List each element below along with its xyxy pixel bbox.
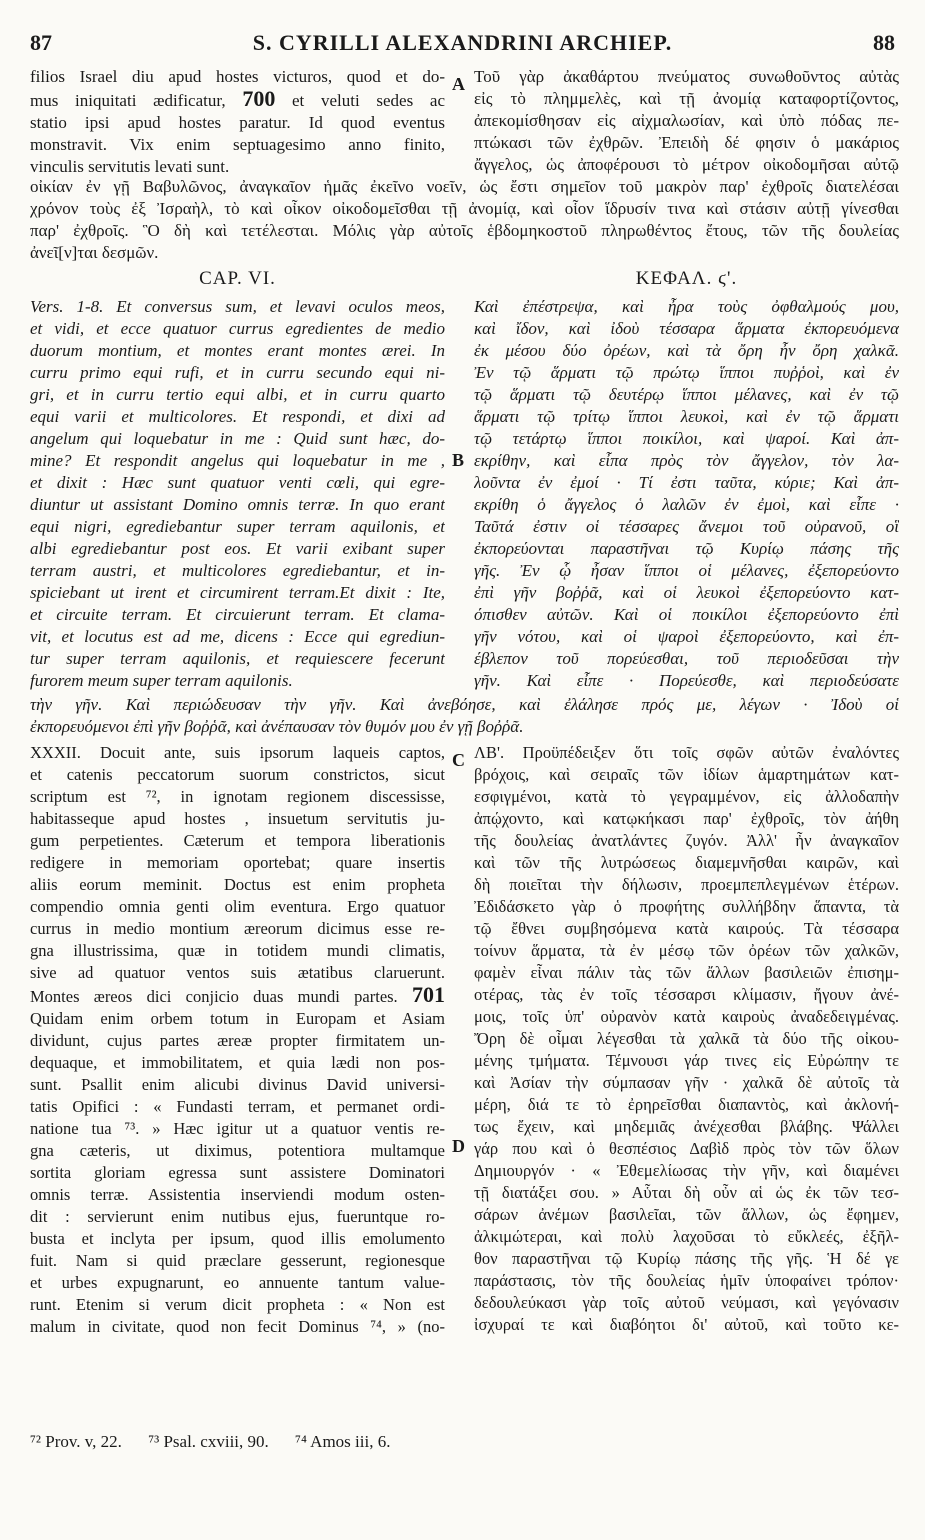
text-line: dit : servierunt enim nutibus ejus, fueruntque ro-	[30, 1207, 445, 1226]
text-line: καὶ Ἀσίαν τὴν σύμπασαν γῆν · χαλκᾶ δὲ αὐτοῖς τὰ	[474, 1073, 899, 1092]
text-line: equi varii et multicolores. Et respondi, et dixi ad	[30, 407, 445, 426]
text-line: mine? Et respondit angelus qui loquebatur in me ,	[30, 451, 445, 470]
text-line: τῆς δουλείας ἀνατλάντες ζυγόν. Ἀλλ' ἦν ἀναγκαῖον	[474, 831, 899, 850]
text-line: sortita gloriam egressa sunt assistere Dominatori	[30, 1163, 445, 1182]
latin-column-chapter	[30, 296, 445, 692]
text-line: malum in civitate, quod non fecit Dominus ⁷⁴, » (no-	[30, 1317, 445, 1336]
text-line: et urbes expugnarunt, eo annuente tantum value-	[30, 1273, 445, 1292]
text-line: Ταῦτά ἐστιν οἱ τέσσαρες ἄνεμοι τοῦ οὐρανοῦ, οἳ	[474, 517, 899, 536]
margin-marker-b: B	[452, 450, 465, 470]
greek-column-top	[474, 66, 899, 176]
column-number: 701	[412, 984, 445, 1007]
text-line: runt. Etenim si verum dicit propheta : « Non est	[30, 1295, 445, 1314]
text-line: φαμὲν εἶναι πάλιν τὰς τῶν ἄλλων βασιλειῶν ἐπισημ-	[474, 963, 899, 982]
text-line: Ἐν τῷ ἅρματι τῷ πρώτῳ ἵπποι πυῤῥοὶ, καὶ ἐν	[474, 363, 899, 382]
text-line: ἀπῴχοντο, καὶ κατῳκήκασι παρ' ἐχθροῖς, τὸν ἀήθη	[474, 809, 899, 828]
text-line: παράστασις, τὸν τῆς δουλείας ἡμῖν ὑποφαίνει τρόπον·	[474, 1271, 899, 1290]
footnote: ⁷² Prov. v, 22.	[30, 1432, 122, 1451]
text-line: παρ' ἐχθροῖς. Ὃ δὴ καὶ τετέλεσται. Μόλις γὰρ αὐτοῖς ἑβδομηκοστοῦ πληρωθέντος ἔτους, τῶν τῆς δουλείας	[30, 221, 899, 240]
text-line: ἐκ μέσου δύο ὀρέων, καὶ τὰ ὄρη ἦν ὄρη χαλκᾶ.	[474, 341, 899, 360]
chapter-heading-latin: CAP. VI.	[199, 268, 276, 289]
running-title: S. CYRILLI ALEXANDRINI ARCHIEP.	[252, 30, 673, 55]
text-line: filios Israel diu apud hostes victuros, quod et do-	[30, 67, 445, 86]
text-line: Καὶ ἐπέστρεψα, καὶ ἦρα τοὺς ὀφθαλμούς μου,	[474, 297, 899, 316]
text-line: redigere in memoriam oportebat; quare insertis	[30, 853, 445, 872]
text-line: statio ipsi apud hostes paratur. Id quod eventus	[30, 113, 445, 132]
text-line: dividunt, cujus partes æreæ propter firmitatem un-	[30, 1031, 445, 1050]
text-line: sive ad quatuor ventos suis ætatibus claruerunt.	[30, 963, 445, 982]
text-line: γῆς. Ἐν ᾧ ἦσαν ἵπποι οἱ μέλανες, ἐξεπορεύοντο	[474, 561, 899, 580]
text-line: furorem meum super terram aquilonis.	[30, 671, 293, 690]
text-line: Quidam enim orbem totum in Europam et Asiam	[30, 1009, 445, 1028]
page-header	[30, 30, 895, 60]
text-line: tur super terram aquilonis, et requiescere fecerunt	[30, 649, 445, 668]
text-line: terram austri, et multicolores egrediebantur, et in-	[30, 561, 445, 580]
latin-column-top	[30, 66, 445, 178]
text-line: gna illustrissima, quæ in totidem mundi climatis,	[30, 941, 445, 960]
text-line: τῇ διατάξει σου. » Αὗται δὴ οὖν αἱ ὡς ἐκ τῶν τεσ-	[474, 1183, 899, 1202]
margin-marker-d: D	[452, 1136, 465, 1156]
text-line: καὶ ἴδον, καὶ ἰδοὺ τέσσαρα ἅρματα ἐκπορευόμενα	[474, 319, 899, 338]
text-line: θον παραστῆναι τῷ Κυρίῳ πάσης τῆς γῆς. Ἡ δέ γε	[474, 1249, 899, 1268]
text-line: equi nigri, egrediebantur super terram aquilonis, et	[30, 517, 445, 536]
text-line: gum perpetientes. Cæterum et tempora liberationis	[30, 831, 445, 850]
text-line: σάρων ἀνέμων βασιλεῖαι, τῶν ἄλλων, ὡς ἔφημεν,	[474, 1205, 899, 1224]
greek-column-commentary	[474, 742, 899, 1336]
text-line: ἄγγελος, ὡς ἀποφέρουσι τὸ μέτρον οἰκοδομῆσαι αὐτῷ	[474, 155, 899, 174]
text-line: τῷ ἅρματι τῷ δευτέρῳ ἵπποι μέλανες, καὶ ἐν τῷ	[474, 385, 899, 404]
text-line: curru primo equi rufi, et in curru secundo equi ni-	[30, 363, 445, 382]
text-line: μέρη, διά τε τὸ ἐρηρεῖσθαι διαπαντὸς, καὶ ἀκλονή-	[474, 1095, 899, 1114]
text-line: ΛΒ'. Προϋπέδειξεν ὅτι τοῖς σφῶν αὐτῶν ἐναλόντες	[474, 743, 899, 762]
text-line: compendio omnia genti olim eventura. Ergo quatuor	[30, 897, 445, 916]
text-line: εσφιγμένοι, κατὰ τὸ γεγραμμένον, εἰς ἀλλοδαπὴν	[474, 787, 899, 806]
text-line: εκρίθη ὁ ἄγγελος ὁ λαλῶν ἐν ἐμοὶ, καὶ εἶπε ·	[474, 495, 899, 514]
text-line: μένης τμήματα. Τέμνουσι γάρ τινες εἰς Εὐρώπην τε	[474, 1051, 899, 1070]
text-line: ἀλκιμώτεραι, καὶ πολὺ λαχοῦσαι τὸ εὔκλεές, ἐξῆλ-	[474, 1227, 899, 1246]
text-line: χρόνον τοὺς ἐξ Ἰσραὴλ, τὸ καὶ οἶκον οἰκοδομεῖσθαι τῇ ἀνομίᾳ, καὶ οἷον ἵδρυσίν τινα καὶ στάσιν αὐτῇ γίνεσθαι	[30, 199, 899, 218]
text-line: γάρ που καὶ ὁ θεσπέσιος Δαβὶδ πρὸς τὸν τῶν ὅλων	[474, 1139, 899, 1158]
text-line: aliis eorum meminit. Doctus est enim propheta	[30, 875, 445, 894]
footnotes	[30, 1432, 412, 1452]
text-line: τὴν γῆν. Καὶ περιώδευσαν τὴν γῆν. Καὶ ἀνεβόησε, καὶ ἐλάλησε πρός με, λέγων · Ἰδοὺ οἱ	[30, 695, 899, 714]
text-line: gri, et in curru tertio equi albi, et in curru quarto	[30, 385, 445, 404]
text-line: gna cæteris, ut diximus, potentiora multamque	[30, 1141, 445, 1160]
text-line: albi egrediebantur post eos. Et varii exibant super	[30, 539, 445, 558]
text-line: spiciebant ut irent et circumirent terram.Et dixit : Ite,	[30, 583, 445, 602]
text-line: ἀπεκομίσθησαν εἰς αἰχμαλωσίαν, καὶ ὑπὸ πόδας πε-	[474, 111, 899, 130]
text-line: sunt. Psallit enim alicubi divinus David universi-	[30, 1075, 445, 1094]
text-line: πτώκασι τῶν ἐχθρῶν. Ἐπειδὴ δέ φησιν ὁ μακάριος	[474, 133, 899, 152]
text-line: τῷ ἔθνει συμβησόμενα κατὰ καιρούς. Τὰ τέσσαρα	[474, 919, 899, 938]
text-line: et vidi, et ecce quatuor currus egredientes de medio	[30, 319, 445, 338]
text-line: ἐκπορευόμενοι ἐπὶ γῆν βοῤῥᾶ, καὶ ἀνέπαυσαν τὸν θυμόν μου ἐν γῇ βοῤῥᾶ.	[30, 717, 524, 736]
text-line: λοῦντα ἐν ἐμοί · Τί ἐστι ταῦτα, κύριε; Καὶ ἀπ-	[474, 473, 899, 492]
text-line: ἀνεῖ[ν]ται δεσμῶν.	[30, 243, 159, 262]
footnote: ⁷⁴ Amos iii, 6.	[295, 1432, 391, 1451]
text-line: Ὄρη δὲ οἶμαι λέγεσθαι τὰ χαλκᾶ τὰ δύο τῆς οἰκου-	[474, 1029, 899, 1048]
text-line: Montes æreos dici conjicio duas mundi partes. 701	[30, 984, 445, 1007]
text-line: busta et inclyta per ipsum, quod illis emolumento	[30, 1229, 445, 1248]
chapter-heading-greek: ΚΕΦΑΛ. ϛ'.	[635, 268, 738, 289]
text-line: scriptum est ⁷², in ignotam regionem discessisse,	[30, 787, 445, 806]
text-line: duorum montium, et montes erant montes ærei. In	[30, 341, 445, 360]
text-line: ἐπὶ γῆν βοῤῥᾶ, καὶ οἱ λευκοὶ ἐξεπορεύοντο κατ-	[474, 583, 899, 602]
text-line: οτέρας, τὰς ἐν τοῖς τέσσαρσι κλίμασιν, ἤγουν ἀνέ-	[474, 985, 899, 1004]
text-line: et catenis peccatorum suorum constrictos, sicut	[30, 765, 445, 784]
text-line: γῆν. Καὶ εἶπε · Πορεύεσθε, καὶ περιοδεύσατε	[474, 671, 899, 690]
text-line: omnis terræ. Assistentia inserviendi modum osten-	[30, 1185, 445, 1204]
text-line: Τοῦ γὰρ ἀκαθάρτου πνεύματος συνωθοῦντος αὐτὰς	[474, 67, 899, 86]
text-line: οἰκίαν ἐν γῇ Βαβυλῶνος, ἀναγκαῖον ἡμᾶς ἐκεῖνο νοεῖν, ὡς ἔστι σημεῖον τοῦ μακρὸν παρ' ἐχθροῖς διατελέσαι	[30, 177, 899, 196]
text-line: monstravit. Vix enim septuagesimo anno finito,	[30, 135, 445, 154]
footnote: ⁷³ Psal. cxviii, 90.	[148, 1432, 269, 1451]
text-line: βρόχοις, καὶ σειραῖς τῶν ἰδίων ἁμαρτημάτων κατ-	[474, 765, 899, 784]
text-line: εἰς τὸ πλημμελὲς, καὶ τῇ ἀνομίᾳ καταφορτίζοντος,	[474, 89, 899, 108]
text-line: natione tua ⁷³. » Hæc igitur ut a quatuor ventis re-	[30, 1119, 445, 1138]
text-line: angelum qui loquebatur in me : Quid sunt hæc, do-	[30, 429, 445, 448]
text-line: habitasseque apud hostes , insuetum servitutis ju-	[30, 809, 445, 828]
text-line: τοίνυν ἅρματα, τὰ ἐν μέσῳ τῶν ὀρέων τῶν χαλκῶν,	[474, 941, 899, 960]
greek-full-width-top	[30, 176, 899, 264]
margin-marker-a: A	[452, 74, 465, 94]
column-number: 700	[242, 88, 276, 111]
page-number-right: 88	[873, 30, 895, 55]
text-line: vinculis servitutis levati sunt.	[30, 157, 230, 176]
text-line: tatis Opifici : « Fundasti terram, et permanet ordi-	[30, 1097, 445, 1116]
text-line: ἰσχυραί τε καὶ διαβόητοι δι' αὐτοῦ, καὶ τοῦτο κε-	[474, 1315, 899, 1334]
text-line: Δημιουργόν · « Ἐθεμελίωσας τὴν γῆν, καὶ διαμένει	[474, 1161, 899, 1180]
text-line: ἅρματι τῷ τρίτῳ ἵπποι λευκοὶ, καὶ ἐν τῷ ἅρματι	[474, 407, 899, 426]
text-line: currus in medio montium æreorum dicimus esse re-	[30, 919, 445, 938]
text-line: diuntur ut assistant Domino omnis terræ. In quo erant	[30, 495, 445, 514]
text-line: τως ἔχειν, καὶ μηδεμιᾶς ἀνέχεσθαι βλάβης. Ψάλλει	[474, 1117, 899, 1136]
text-line: έβλεπον τοῦ πορεύεσθαι, τοῦ περιοδεῦσαι τὴν	[474, 649, 899, 668]
text-line: γῆν νότου, καὶ οἱ ψαροὶ ἐξεπορεύοντο, καὶ ἐπ-	[474, 627, 899, 646]
text-line: vit, et locutus est ad me, dicens : Ecce qui egrediun-	[30, 627, 445, 646]
text-line: τῷ τετάρτῳ ἵπποι ποικίλοι, καὶ ψαροί. Καὶ ἀπ-	[474, 429, 899, 448]
text-line: δεδουλεύκασι γὰρ τοῖς αὐτοῦ νεύμασι, καὶ γεγόνασιν	[474, 1293, 899, 1312]
page-number-left: 87	[30, 30, 52, 55]
greek-full-width-chapter	[30, 694, 899, 738]
text-line: όπισθεν αὐτῶν. Καὶ οἱ ποικίλοι ἐξεπορεύοντο ἐπὶ	[474, 605, 899, 624]
greek-column-chapter	[474, 296, 899, 692]
text-line: fuit. Nam si quid præclare gesserunt, regionesque	[30, 1251, 445, 1270]
text-line: et dixit : Hæc sunt quatuor venti cœli, qui egre-	[30, 473, 445, 492]
text-line: et circuite terram. Et circuierunt terram. Et clama-	[30, 605, 445, 624]
text-line: μοις, τοῖς ὑπ' οὐρανὸν κατὰ καιροὺς ἀναδεδειγμένας.	[474, 1007, 899, 1026]
text-line: mus iniquitati ædificatur, 700 et veluti sedes ac	[30, 88, 445, 111]
margin-marker-c: C	[452, 750, 465, 770]
text-line: XXXII. Docuit ante, suis ipsorum laqueis captos,	[30, 743, 445, 762]
latin-column-commentary	[30, 742, 445, 1338]
text-line: δὴ ποιεῖται τὴν δήλωσιν, προεμπεπλεγμένων ἑτέρων.	[474, 875, 899, 894]
text-line: Ἐδιδάσκετο γὰρ ὁ προφήτης συλλήβδην ἅπαντα, τὰ	[474, 897, 899, 916]
text-line: dequaque, et immobilitatem, et quia lædi non pos-	[30, 1053, 445, 1072]
text-line: Vers. 1-8. Et conversus sum, et levavi oculos meos,	[30, 297, 445, 316]
text-line: καὶ τῶν τῆς λυτρώσεως διαμεμνῆσθαι καιρῶν, καὶ	[474, 853, 899, 872]
text-line: ἐκπορεύονται παραστῆναι τῷ Κυρίῳ πάσης τῆς	[474, 539, 899, 558]
text-line: εκρίθην, καὶ εἶπα πρὸς τὸν ἄγγελον, τὸν λα-	[474, 451, 899, 470]
